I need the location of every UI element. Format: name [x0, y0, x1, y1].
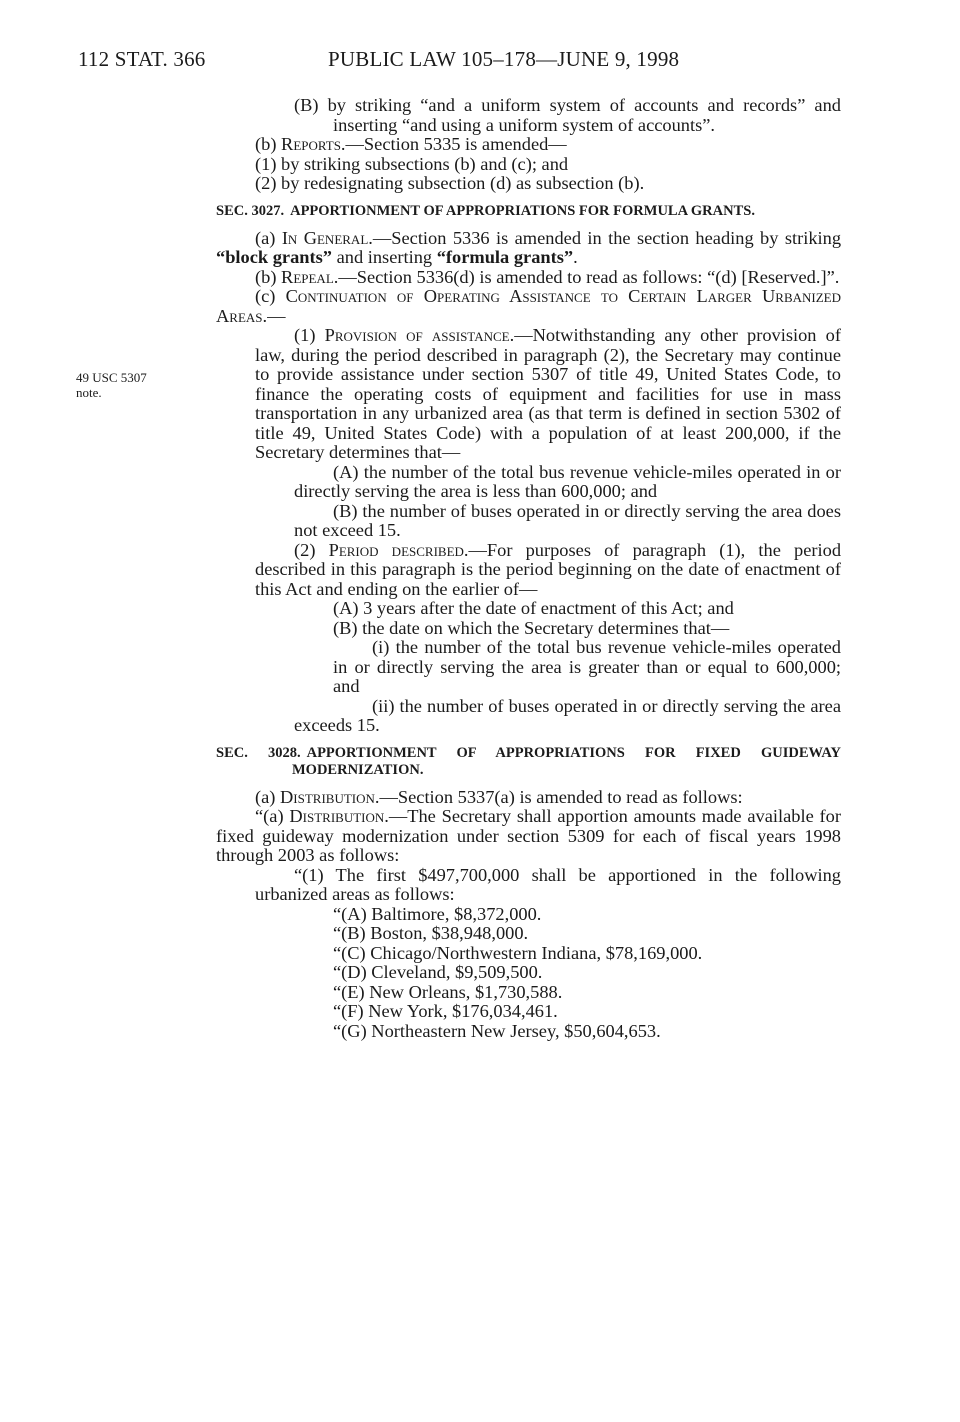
section-3028-heading: [216, 745, 841, 779]
section-3027-number: SEC. 3027.: [216, 202, 285, 219]
sec3028-q-prefix: “(a): [255, 806, 290, 826]
section-3028-title: APPORTIONMENT OF APPROPRIATIONS FOR FIXED GUIDEWAY MODERNIZATION.: [292, 744, 841, 778]
running-head: PUBLIC LAW 105–178—JUNE 9, 1998: [328, 47, 680, 71]
sec3027-c-dash: —: [267, 305, 286, 326]
sec3027-a-text2: and inserting: [331, 247, 437, 267]
sec3028-quoted-subsection-a: [216, 807, 841, 866]
sec3027-c2-b-item-ii: (ii) the number of buses operated in or directly serving the area exceeds 15.: [294, 695, 841, 735]
sec3027-a-bold2: “formula grants”: [436, 247, 574, 267]
sec3028-subsection-a: [216, 788, 841, 808]
sec3027-c2-text: —For purposes of paragraph (1), the period described in this paragraph is the period beginning on the date of enactment of this Act and ending on the earlier of—: [255, 539, 842, 599]
sec3027-c2-clause-b: (B) the date on which the Secretary determines that—: [333, 617, 730, 638]
subsection-b-reports: [216, 135, 841, 155]
sec3027-subsection-a: [216, 229, 841, 268]
reports-item-1: (1) by striking subsections (b) and (c); and: [255, 153, 569, 174]
sec3028-a-text: —Section 5337(a) is amended to read as follows:: [379, 786, 743, 807]
sec3028-a-prefix: (a): [255, 786, 281, 807]
sec3028-quoted-paragraph-1: “(1) The first $497,700,000 shall be apportioned in the following urbanized areas as follows:: [255, 864, 841, 904]
section-3028-number: SEC. 3028.: [216, 744, 301, 761]
sec3027-c-prefix: (c): [255, 286, 286, 306]
list-item: “(A) Baltimore, $8,372,000.: [333, 903, 542, 924]
urbanized-area-list: [216, 905, 841, 1042]
margin-note: [76, 370, 147, 400]
section-3027-title: APPORTIONMENT OF APPROPRIATIONS FOR FORMULA GRANTS.: [290, 202, 755, 219]
reports-text: —Section 5335 is amended—: [345, 134, 567, 154]
sec3027-subsection-b: [216, 268, 841, 288]
paragraph-b-accounts: (B) by striking “and a uniform system of accounts and records” and inserting “and using a uniform system of accounts”.: [294, 95, 841, 135]
document-body: [216, 96, 841, 1041]
sec3027-c1-prefix: (1): [294, 325, 325, 345]
sec3027-a-text3: .: [573, 247, 578, 267]
section-3027-heading: [216, 203, 841, 220]
sec3028-a-heading: Distribution.: [280, 786, 380, 807]
sec3027-a-prefix: (a): [255, 227, 282, 248]
sec3027-c1-clause-b: (B) the number of buses operated in or directly serving the area does not exceed 15.: [294, 500, 841, 540]
sec3027-subsection-c: [216, 287, 841, 326]
sec3027-b-heading: Repeal.: [281, 266, 339, 287]
sec3027-c1-clause-a: (A) the number of the total bus revenue vehicle-miles operated in or directly serving the area is less than 600,000; and: [294, 461, 841, 501]
sec3027-a-bold1: “block grants”: [216, 247, 332, 267]
list-item: “(F) New York, $176,034,461.: [333, 1001, 558, 1021]
list-item: “(B) Boston, $38,948,000.: [333, 923, 529, 943]
sec3028-q-text: —The Secretary shall apportion amounts made available for fixed guideway modernization under section 5309 for each of fiscal years 1998 through 2003 as follows:: [216, 806, 841, 865]
sec3027-c2-prefix: (2): [294, 539, 329, 560]
margin-note-label: note.: [76, 385, 102, 400]
sec3027-b-prefix: (b): [255, 266, 282, 287]
sec3027-c1-text: —Notwithstanding any other provision of law, during the period described in paragraph (2), the Secretary may continue to provide assistance under section 5307 of title 49, United States Code, to finance the operating costs of equipment and facilities for use in mass transportation in any urbanized area (as that term is defined in section 5302 of title 49, United States Code) with a population of at least 200,000, if the Secretary determines that—: [255, 325, 841, 462]
sec3027-a-heading: In General.: [281, 227, 373, 248]
page-folio: 112 STAT. 366: [78, 47, 206, 71]
sec3027-c1-heading: Provision of assistance.: [324, 325, 515, 345]
sec3027-a-text1: —Section 5336 is amended in the section heading by striking: [372, 227, 842, 248]
reports-heading: Reports.: [281, 134, 346, 154]
sec3027-c-paragraph-1: [216, 326, 841, 463]
sec3027-c2-heading: Period described.: [328, 539, 469, 560]
reports-label-prefix: (b): [255, 134, 282, 154]
sec3027-c2-clause-a: (A) 3 years after the date of enactment of this Act; and: [333, 598, 734, 618]
sec3027-c-paragraph-2: [216, 541, 841, 600]
sec3027-b-text: —Section 5336(d) is amended to read as follows: “(d) [Reserved.]”.: [338, 266, 840, 287]
list-item: “(E) New Orleans, $1,730,588.: [333, 981, 563, 1002]
sec3028-q-heading: Distribution.: [289, 806, 389, 826]
list-item: “(G) Northeastern New Jersey, $50,604,653.: [333, 1020, 661, 1041]
margin-note-citation: 49 USC 5307: [76, 370, 147, 385]
sec3027-c2-b-item-i: (i) the number of the total bus revenue vehicle-miles operated in or directly serving the area is greater than or equal to 600,000; and: [333, 637, 841, 696]
sec3027-c-heading: Continuation of Operating Assistance to Certain Larger Urbanized Areas.: [216, 286, 841, 326]
list-item: “(C) Chicago/Northwestern Indiana, $78,169,000.: [333, 942, 703, 963]
reports-item-2: (2) by redesignating subsection (d) as subsection (b).: [255, 173, 645, 193]
list-item: “(D) Cleveland, $9,509,500.: [333, 962, 543, 982]
